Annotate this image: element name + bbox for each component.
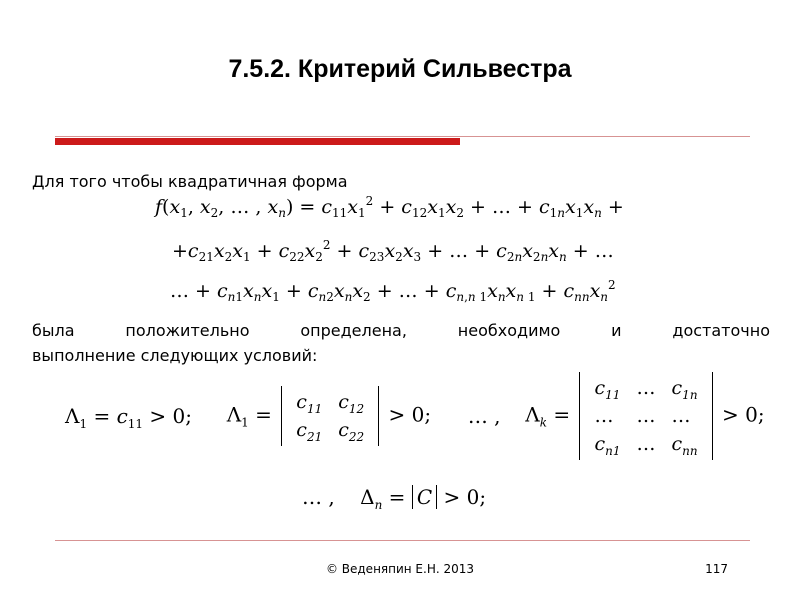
quadratic-form-line-3: … + $c_{n1}x_nx_1 + c_{n2}x_nx_2$ + … + $c_{n,n 1}x_nx_{n 1} + c_{nn}x_n^2$ [170,278,616,304]
lambda2-condition: $\Lambda_1$ = $c_{11}$ $c_{12}$ $c_{21}$ $c_{22}$ > 0; [227,386,431,446]
quadratic-form-line-1: $f(x_1$, $x_2$, … , $x_n) = c_{11}x_1^2 + c_{12}x_1x_2$ + … + $c_{1n}x_1x_n$ + [155,194,624,220]
title-divider-line [55,136,750,137]
determinant-kxk: $c_{11}$ … $c_{1n}$ … … … $c_{n1}$ … $c_{nn}$ [579,372,712,460]
lambdak-condition: $\Lambda_k$ = $c_{11}$ … $c_{1n}$ … … … $c_{n1}$ … $c_{nn}$ > 0; [525,372,764,460]
slide-title: 7.5.2. Критерий Сильвестра [228,55,572,83]
condition-line-1: была положительно определена, необходимо и достаточно [32,321,770,340]
condition-text [32,318,770,368]
footer-copyright: © Веденяпин Е.Н. 2013 [325,562,475,576]
lambdan-condition: … , $\Delta_n = C > 0$; [302,485,487,512]
quadratic-form-line-2: $+c_{21}x_2x_1 + c_{22}x_2^2 + c_{23}x_2x_3$ + … + $c_{2n}x_{2n}x_n$ + … [172,238,614,264]
sylvester-conditions: $\Lambda_1 = c_{11} > 0$; $\Lambda_1$ = $c_{11}$ $c_{12}$ $c_{21}$ $c_{22}$ > 0; … , $\Lambda_k$ = $c_{11}$ … $c_{1n}$ … … … $c_{n1}$ … $c_{nn}$ > 0; [65,372,765,460]
title-accent-bar [55,138,460,145]
footer-divider-line [55,540,750,541]
lambda1-condition: $\Lambda_1 = c_{11} > 0$; [65,404,192,431]
determinant-2x2: $c_{11}$ $c_{12}$ $c_{21}$ $c_{22}$ [281,386,379,446]
condition-line-2: выполнение следующих условий: [32,346,318,365]
intro-text: Для того чтобы квадратичная форма [32,172,348,191]
page-number: 117 [705,562,728,576]
